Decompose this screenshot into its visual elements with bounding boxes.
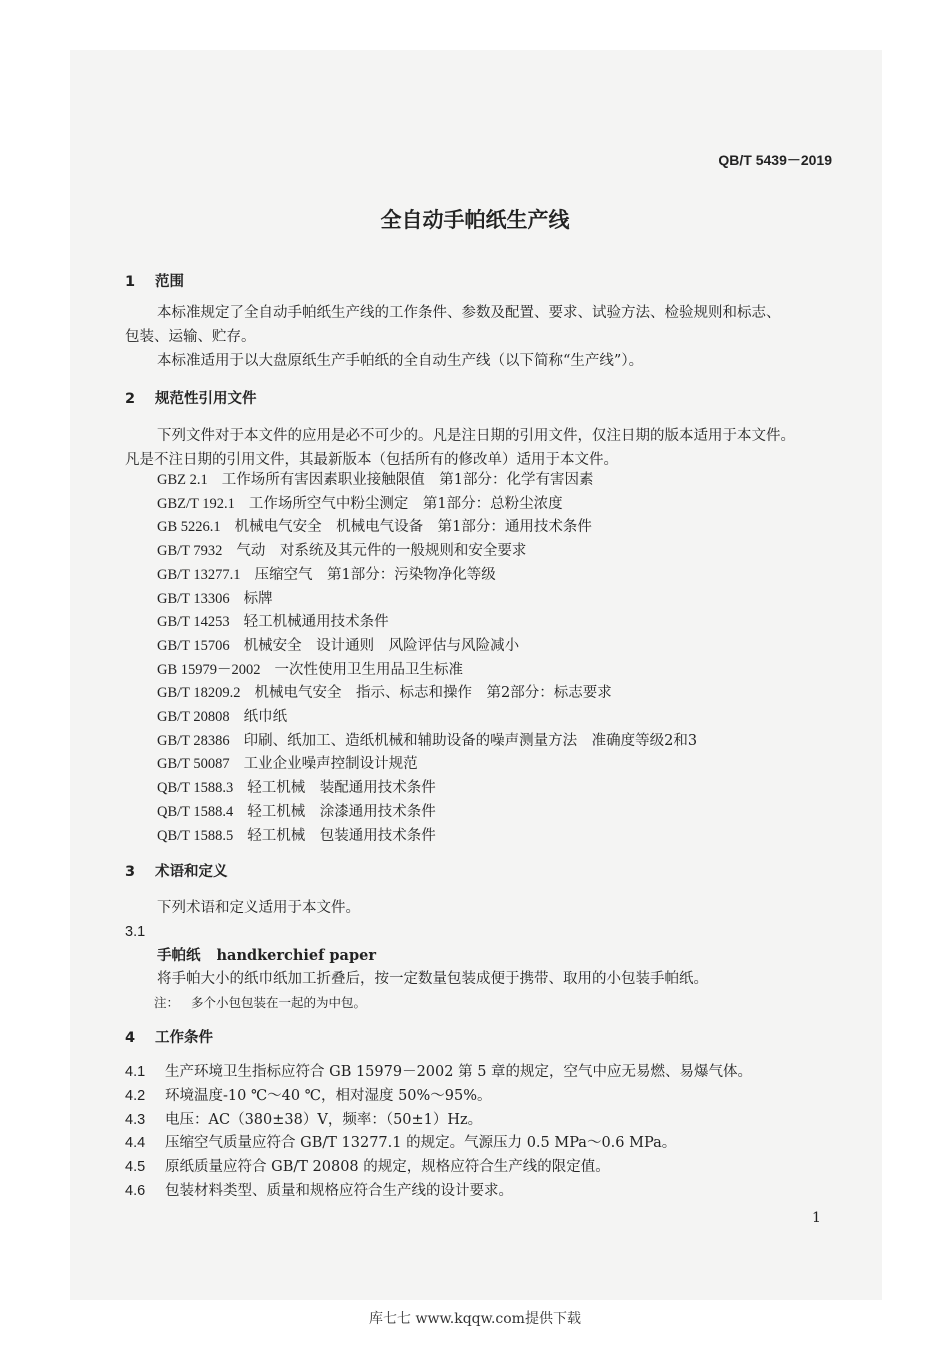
- reference-code: GB 15979－2002: [157, 661, 261, 678]
- clause-text: 包装材料类型、质量和规格应符合生产线的设计要求。: [165, 1183, 513, 1199]
- condition-item: [125, 1181, 513, 1201]
- reference-title: 工作场所空气中粉尘测定 第1部分：总粉尘浓度: [248, 495, 563, 512]
- term-english: handkerchief paper: [216, 947, 376, 964]
- reference-item: [157, 541, 526, 561]
- reference-item: [157, 826, 436, 846]
- scope-paragraph-2: 本标准适用于以大盘原纸生产手帕纸的全自动生产线（以下简称“生产线”）。: [157, 353, 644, 369]
- section-title: 范围: [155, 274, 184, 290]
- reference-title: 轻工机械 装配通用技术条件: [247, 780, 436, 797]
- condition-item: [125, 1110, 482, 1130]
- reference-code: GB/T 13306: [157, 590, 230, 607]
- reference-code: GBZ/T 192.1: [157, 495, 235, 512]
- clause-number: 4.5: [125, 1159, 146, 1176]
- reference-code: QB/T 1588.5: [157, 827, 234, 844]
- reference-code: GB/T 15706: [157, 637, 230, 654]
- reference-title: 气动 对系统及其元件的一般规则和安全要求: [236, 543, 527, 560]
- term-definition: 将手帕大小的纸巾纸加工折叠后，按一定数量包装成便于携带、取用的小包装手帕纸。: [157, 971, 708, 987]
- download-footer: 库七七 www.kqqw.com提供下载: [369, 1311, 581, 1327]
- reference-item: [157, 589, 273, 609]
- reference-title: 机械电气安全 指示、标志和操作 第2部分：标志要求: [254, 685, 612, 702]
- reference-title: 机械电气安全 机械电气设备 第1部分：通用技术条件: [234, 519, 592, 536]
- section-1-heading: [125, 272, 184, 292]
- clause-text: 环境温度-10 ℃～40 ℃，相对湿度 50%～95%。: [165, 1087, 492, 1104]
- clause-text: 压缩空气质量应符合 GB/T 13277.1 的规定。气源压力 0.5 MPa～0.6 MPa。: [165, 1135, 677, 1152]
- clause-number: 4.4: [125, 1135, 146, 1152]
- condition-item: [125, 1062, 752, 1082]
- term-chinese: 手帕纸: [157, 947, 201, 964]
- reference-item: [157, 517, 592, 537]
- reference-title: 一次性使用卫生用品卫生标准: [274, 661, 464, 678]
- reference-item: [157, 731, 697, 751]
- reference-item: [157, 636, 519, 656]
- condition-item: [125, 1157, 610, 1177]
- reference-code: GB/T 7932: [157, 543, 223, 560]
- reference-code: QB/T 1588.4: [157, 803, 234, 820]
- reference-item: [157, 778, 436, 798]
- reference-title: 机械安全 设计通则 风险评估与风险减小: [243, 637, 520, 654]
- reference-item: [157, 660, 463, 680]
- reference-title: 印刷、纸加工、造纸机械和辅助设备的噪声测量方法 准确度等级2和3: [243, 732, 698, 749]
- reference-item: [157, 683, 612, 703]
- reference-title: 压缩空气 第1部分：污染物净化等级: [254, 566, 496, 583]
- reference-code: GBZ 2.1: [157, 472, 208, 488]
- reference-code: GB/T 28386: [157, 732, 230, 749]
- reference-code: GB/T 13277.1: [157, 566, 241, 583]
- reference-title: 工业企业噪声控制设计规范: [243, 756, 418, 773]
- section-title: 工作条件: [155, 1030, 213, 1046]
- note-label: 注：: [154, 995, 180, 1010]
- reference-item: [157, 494, 563, 514]
- reference-code: GB/T 20808: [157, 709, 230, 725]
- reference-title: 标牌: [243, 590, 273, 607]
- section-number: 1: [125, 274, 136, 290]
- reference-item: [157, 802, 436, 822]
- clause-number: 4.3: [125, 1111, 146, 1128]
- scope-paragraph-1-cont: 包装、运输、贮存。: [125, 329, 256, 345]
- reference-code: GB 5226.1: [157, 519, 221, 536]
- section-title: 术语和定义: [155, 864, 228, 880]
- note-text: 多个小包包装在一起的为中包。: [191, 995, 367, 1010]
- reference-title: 纸巾纸: [243, 709, 288, 725]
- reference-title: 轻工机械通用技术条件: [243, 614, 389, 631]
- reference-code: GB/T 50087: [157, 756, 230, 773]
- section-number: 4: [125, 1030, 136, 1046]
- reference-item: [157, 565, 496, 585]
- clause-text: 生产环境卫生指标应符合 GB 15979－2002 第 5 章的规定，空气中应无易燃、易爆气体。: [165, 1064, 753, 1080]
- reference-item: [157, 470, 593, 490]
- reference-code: GB/T 18209.2: [157, 685, 241, 702]
- term-heading: [157, 946, 376, 966]
- clause-number: 4.1: [125, 1064, 146, 1080]
- condition-item: [125, 1086, 492, 1106]
- term-number: 3.1: [125, 924, 146, 940]
- reference-title: 轻工机械 涂漆通用技术条件: [247, 803, 436, 820]
- references-intro: 下列文件对于本文件的应用是必不可少的。凡是注日期的引用文件，仅注日期的版本适用于本文件。: [157, 428, 795, 444]
- references-intro-cont: 凡是不注日期的引用文件，其最新版本（包括所有的修改单）适用于本文件。: [125, 452, 618, 468]
- section-number: 3: [125, 864, 136, 880]
- reference-item: [157, 754, 418, 774]
- section-4-heading: [125, 1028, 213, 1048]
- reference-code: QB/T 1588.3: [157, 780, 234, 797]
- term-note: [154, 993, 366, 1013]
- reference-item: [157, 707, 287, 727]
- clause-number: 4.6: [125, 1183, 146, 1199]
- section-2-heading: [125, 389, 257, 409]
- reference-code: GB/T 14253: [157, 614, 230, 631]
- clause-number: 4.2: [125, 1087, 146, 1104]
- section-3-heading: [125, 862, 228, 882]
- section-title: 规范性引用文件: [155, 391, 257, 407]
- page-number: 1: [812, 1210, 821, 1226]
- clause-text: 原纸质量应符合 GB/T 20808 的规定，规格应符合生产线的限定值。: [165, 1159, 610, 1176]
- reference-title: 轻工机械 包装通用技术条件: [247, 827, 436, 844]
- condition-item: [125, 1133, 676, 1153]
- reference-item: [157, 612, 389, 632]
- clause-text: 电压：AC（380±38）V，频率：（50±1）Hz。: [165, 1111, 483, 1128]
- standard-number: QB/T 5439－2019: [718, 152, 832, 168]
- document-title: 全自动手帕纸生产线: [380, 208, 570, 232]
- terms-intro: 下列术语和定义适用于本文件。: [157, 900, 360, 916]
- reference-title: 工作场所有害因素职业接触限值 第1部分：化学有害因素: [221, 472, 594, 488]
- section-number: 2: [125, 391, 136, 407]
- scope-paragraph-1: 本标准规定了全自动手帕纸生产线的工作条件、参数及配置、要求、试验方法、检验规则和标志、: [157, 305, 781, 321]
